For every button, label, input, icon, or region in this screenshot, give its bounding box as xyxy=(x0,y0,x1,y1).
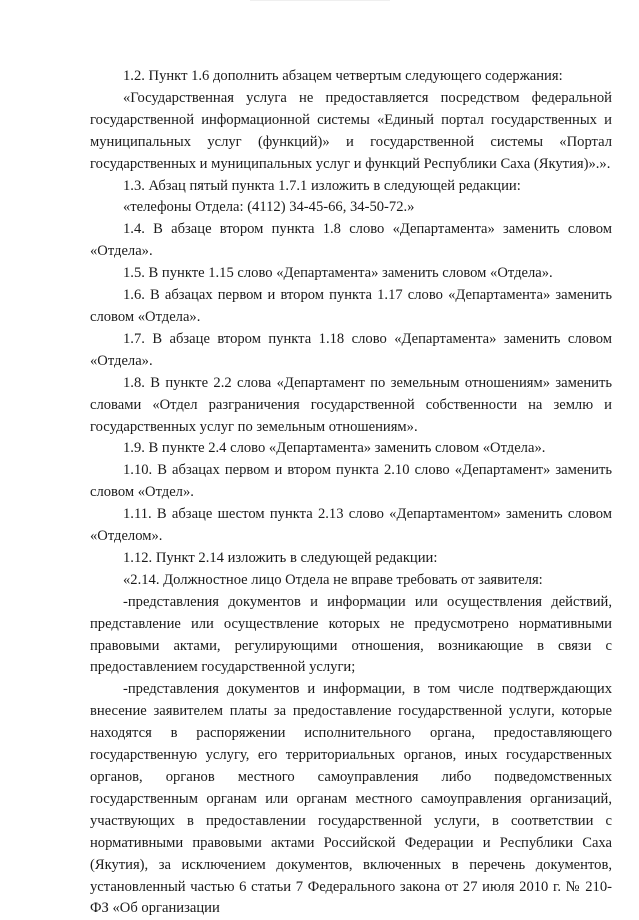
scan-artifact-line xyxy=(250,0,390,5)
paragraph-1-8: 1.8. В пункте 2.2 слова «Департамент по земельным отношениям» заменить словами «Отдел разграничения государственной собственности на землю и государственных услуг по земельным отношениям». xyxy=(90,374,612,435)
paragraph-1-12: 1.12. Пункт 2.14 изложить в следующей редакции: xyxy=(123,549,438,566)
paragraph-2-14-item-1: -представления документов и информации или осуществления действий, представление или осуществление которых не предусмотрено нормативными правовыми актами, регулирующими отношения, возникающие в связи с предоставлением государственной услуги; xyxy=(90,593,612,676)
paragraph-1-9: 1.9. В пункте 2.4 слово «Департамента» заменить словом «Отдела». xyxy=(123,440,546,457)
paragraph-1-11: 1.11. В абзаце шестом пункта 2.13 слово «Департаментом» заменить словом «Отделом». xyxy=(90,506,612,545)
paragraph-1-6: 1.6. В абзацах первом и втором пункта 1.17 слово «Департамента» заменить словом «Отдела». xyxy=(90,287,612,325)
paragraph-1-10: 1.10. В абзацах первом и втором пункта 2.10 слово «Департамент» заменить словом «Отдел». xyxy=(90,462,612,501)
document-body xyxy=(90,66,612,920)
paragraph-1-5: 1.5. В пункте 1.15 слово «Департамента» заменить словом «Отдела». xyxy=(123,265,553,282)
paragraph-1-7: 1.7. В абзаце втором пункта 1.18 слово «Департамента» заменить словом «Отдела». xyxy=(90,330,612,369)
paragraph-1-2: 1.2. Пункт 1.6 дополнить абзацем четвертым следующего содержания: xyxy=(123,68,563,84)
paragraph-1-3: 1.3. Абзац пятый пункта 1.7.1 изложить в следующей редакции: xyxy=(123,177,521,194)
paragraph-2-14-item-2: -представления документов и информации, в том числе подтверждающих внесение заявителем платы за предоставление государственной услуги, которые находятся в распоряжении исполнительного органа, предоставляющего государственную услугу, его территориальных органов, иных государственных органов, органов местного самоуправления либо подведомственных государственным органам или органам местного самоуправления организаций, участвующих в предоставлении государственной услуги, в соответствии с нормативными правовыми актами Российской Федерации и Республики Саха (Якутия), за исключением документов, включенных в перечень документов, установленный частью 6 статьи 7 Федерального закона от 27 июля 2010 г. № 210-ФЗ «Об организации xyxy=(90,681,612,917)
paragraph-1-3-quote: «телефоны Отдела: (4112) 34-45-66, 34-50-72.» xyxy=(123,199,415,216)
paragraph-2-14-intro: «2.14. Должностное лицо Отдела не вправе требовать от заявителя: xyxy=(123,571,543,588)
paragraph-1-4: 1.4. В абзаце втором пункта 1.8 слово «Департамента» заменить словом «Отдела». xyxy=(90,221,612,260)
paragraph-1-2-quote: «Государственная услуга не предоставляется посредством федеральной государственной информационной системы «Единый портал государственных и муниципальных услуг (функций)» и государственной системы «Портал государственных и муниципальных услуг и функций Республики Саха (Якутия)».». xyxy=(90,89,612,172)
